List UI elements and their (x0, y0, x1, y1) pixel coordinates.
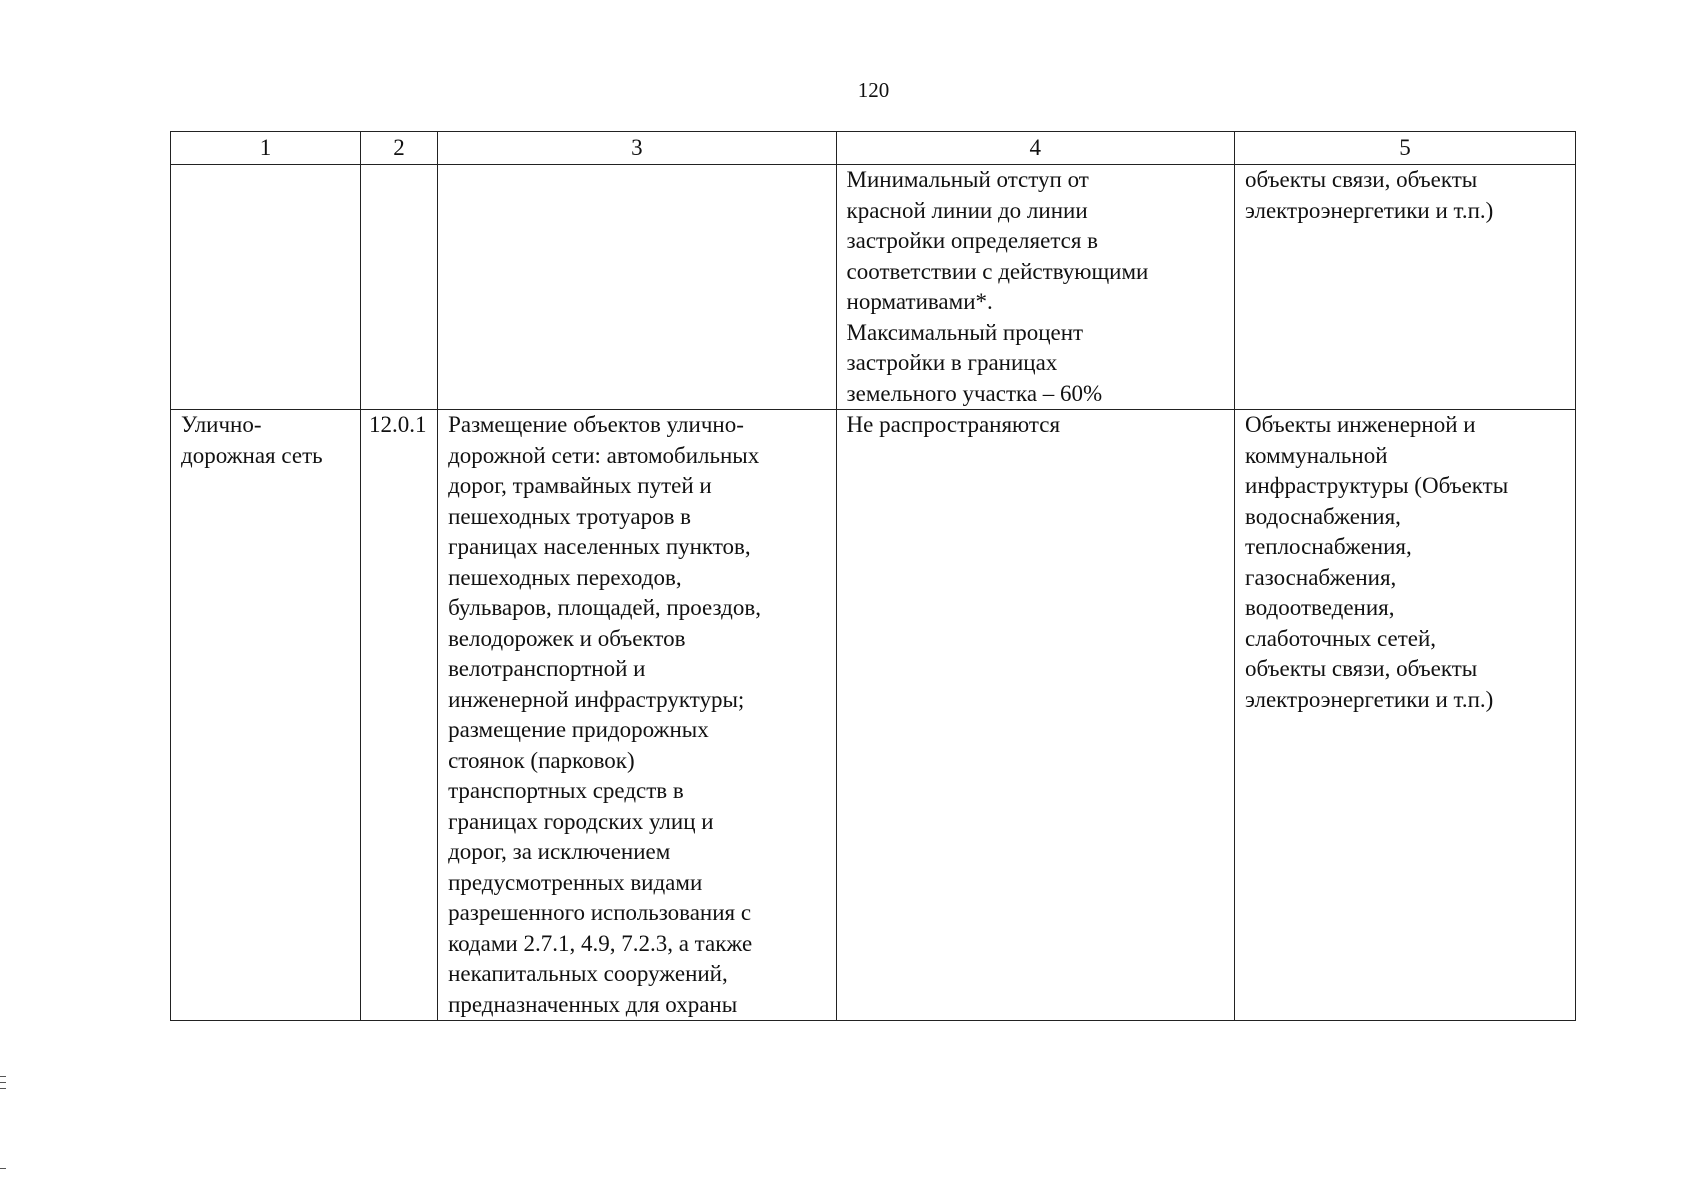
column-header-3: 3 (438, 132, 836, 165)
header-row (171, 132, 1576, 165)
cell-parameters-text: Минимальный отступ от красной линии до линии застройки определяется в соответствии с действующими нормативами*. Максимальный процент застройки в границах земельного участка – 60% (846, 167, 1149, 406)
column-header-4: 4 (836, 132, 1234, 165)
cell-objects-text: Объекты инженерной и коммунальной инфраструктуры (Объекты водоснабжения, теплоснабжения, газоснабжения, водоотведения, слаботочных сетей, объекты связи, объекты электроэнергетики и т.п.) (1245, 412, 1509, 712)
cell-name-text: Улично- дорожная сеть (181, 412, 323, 468)
scan-artifact (0, 1168, 6, 1169)
cell-description (438, 410, 836, 1021)
scan-artifact (0, 1076, 6, 1077)
column-header-2: 2 (361, 132, 438, 165)
cell-code (361, 410, 438, 1021)
cell-parameters (836, 410, 1234, 1021)
cell-parameters-text: Не распространяются (846, 412, 1061, 437)
cell-description-text: Размещение объектов улично- дорожной сети: автомобильных дорог, трамвайных путей и пешеходных тротуаров в границах населенных пунктов, пешеходных переходов, бульваров, площадей, проездов, велодорожек и объектов велотранспортной и инженерной инфраструктуры; размещение придорожных стоянок (парковок) транспортных средств в границах городских улиц и дорог, за исключением предусмотренных видами разрешенного использования с кодами 2.7.1, 4.9, 7.2.3, а также некапитальных сооружений, предназначенных для охраны (448, 412, 761, 1017)
page-number: 120 (857, 78, 890, 102)
cell-description (438, 165, 836, 410)
table-row (171, 410, 1576, 1021)
cell-code (361, 165, 438, 410)
cell-objects (1235, 165, 1576, 410)
cell-parameters (836, 165, 1234, 410)
zoning-table (170, 131, 1576, 1021)
cell-name (171, 410, 361, 1021)
cell-name (171, 165, 361, 410)
cell-code-text: 12.0.1 (369, 412, 427, 437)
scan-artifact (0, 1088, 6, 1089)
column-header-5: 5 (1235, 132, 1576, 165)
scan-artifact (0, 1082, 6, 1083)
table-row (171, 165, 1576, 410)
cell-objects-text: объекты связи, объекты электроэнергетики и т.п.) (1245, 167, 1494, 223)
cell-objects (1235, 410, 1576, 1021)
column-header-1: 1 (171, 132, 361, 165)
